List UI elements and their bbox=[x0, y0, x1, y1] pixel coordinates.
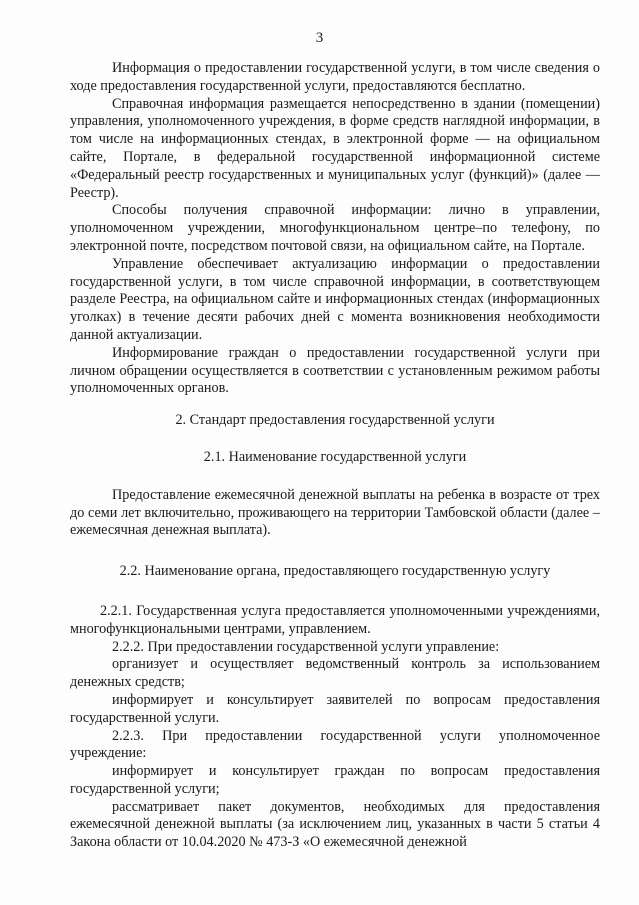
section-heading-standard: 2. Стандарт предоставления государственной услуги bbox=[175, 412, 495, 429]
subsection-heading-service-name: 2.1. Наименование государственной услуги bbox=[203, 448, 467, 465]
paragraph-2-2-3: 2.2.3. При предоставлении государственной услуги уполномоченное учреждение: bbox=[70, 727, 600, 762]
paragraph-2-2-2-inform: информирует и консультирует заявителей по вопросам предоставления государственной услуги. bbox=[70, 691, 600, 726]
paragraph-service-name: Предоставление ежемесячной денежной выплаты на ребенка в возрасте от трех до семи лет включительно, проживающего на территории Тамбовской области (далее – ежемесячная денежная выплата). bbox=[70, 486, 600, 539]
paragraph-2-2-1: 2.2.1. Государственная услуга предоставляется уполномоченными учреждениями, многофункциональными центрами, управлением. bbox=[70, 602, 600, 637]
paragraph-2-2-3-inform: информирует и консультирует граждан по вопросам предоставления государственной услуги; bbox=[70, 763, 600, 797]
paragraph-2-2-2: 2.2.2. При предоставлении государственной услуги управление: bbox=[112, 638, 500, 655]
paragraph-personal-informing: Информирование граждан о предоставлении государственной услуги при личном обращении осуществляется в соответствии с установленным режимом работы уполномоченных органов. bbox=[70, 344, 600, 397]
page-number: 3 bbox=[315, 30, 324, 46]
paragraph-2-2-3-review: рассматривает пакет документов, необходимых для предоставления ежемесячной денежной выплаты (за исключением лиц, указанных в части 5 статьи 4 Закона области от 10.04.2020 № 473-З «О ежемесячной денежной bbox=[70, 798, 600, 851]
paragraph-reference-info-placement: Справочная информация размещается непосредственно в здании (помещении) управления, уполномоченного учреждения, в форме средств наглядной информации, в том числе на информационных стендах, в электронной форме — на официальном сайте, Портале, в федеральной государственной информационной системе «Федеральный реестр государственных и муниципальных услуг (функций)» (далее — Реестр). bbox=[70, 95, 600, 201]
subsection-heading-provider: 2.2. Наименование органа, предоставляющего государственную услугу bbox=[119, 563, 551, 580]
paragraph-free-info: Информация о предоставлении государственной услуги, в том числе сведения о ходе предоставления государственной услуги, предоставляются бесплатно. bbox=[70, 60, 600, 94]
paragraph-info-actualization: Управление обеспечивает актуализацию информации о предоставлении государственной услуги, в том числе справочной информации, в соответствующем разделе Реестра, на официальном сайте и информационных стендах (информационных уголках) в течение десяти рабочих дней с момента возникновения необходимости данной актуализации. bbox=[70, 255, 600, 343]
paragraph-2-2-2-control: организует и осуществляет ведомственный контроль за использованием денежных средств; bbox=[70, 656, 600, 691]
document-body bbox=[70, 60, 600, 852]
paragraph-reference-info-methods: Способы получения справочной информации: лично в управлении, уполномоченном учреждении, многофункциональном центре–по телефону, по электронной почте, посредством почтовой связи, на официальном сайте, на Портале. bbox=[70, 202, 600, 254]
